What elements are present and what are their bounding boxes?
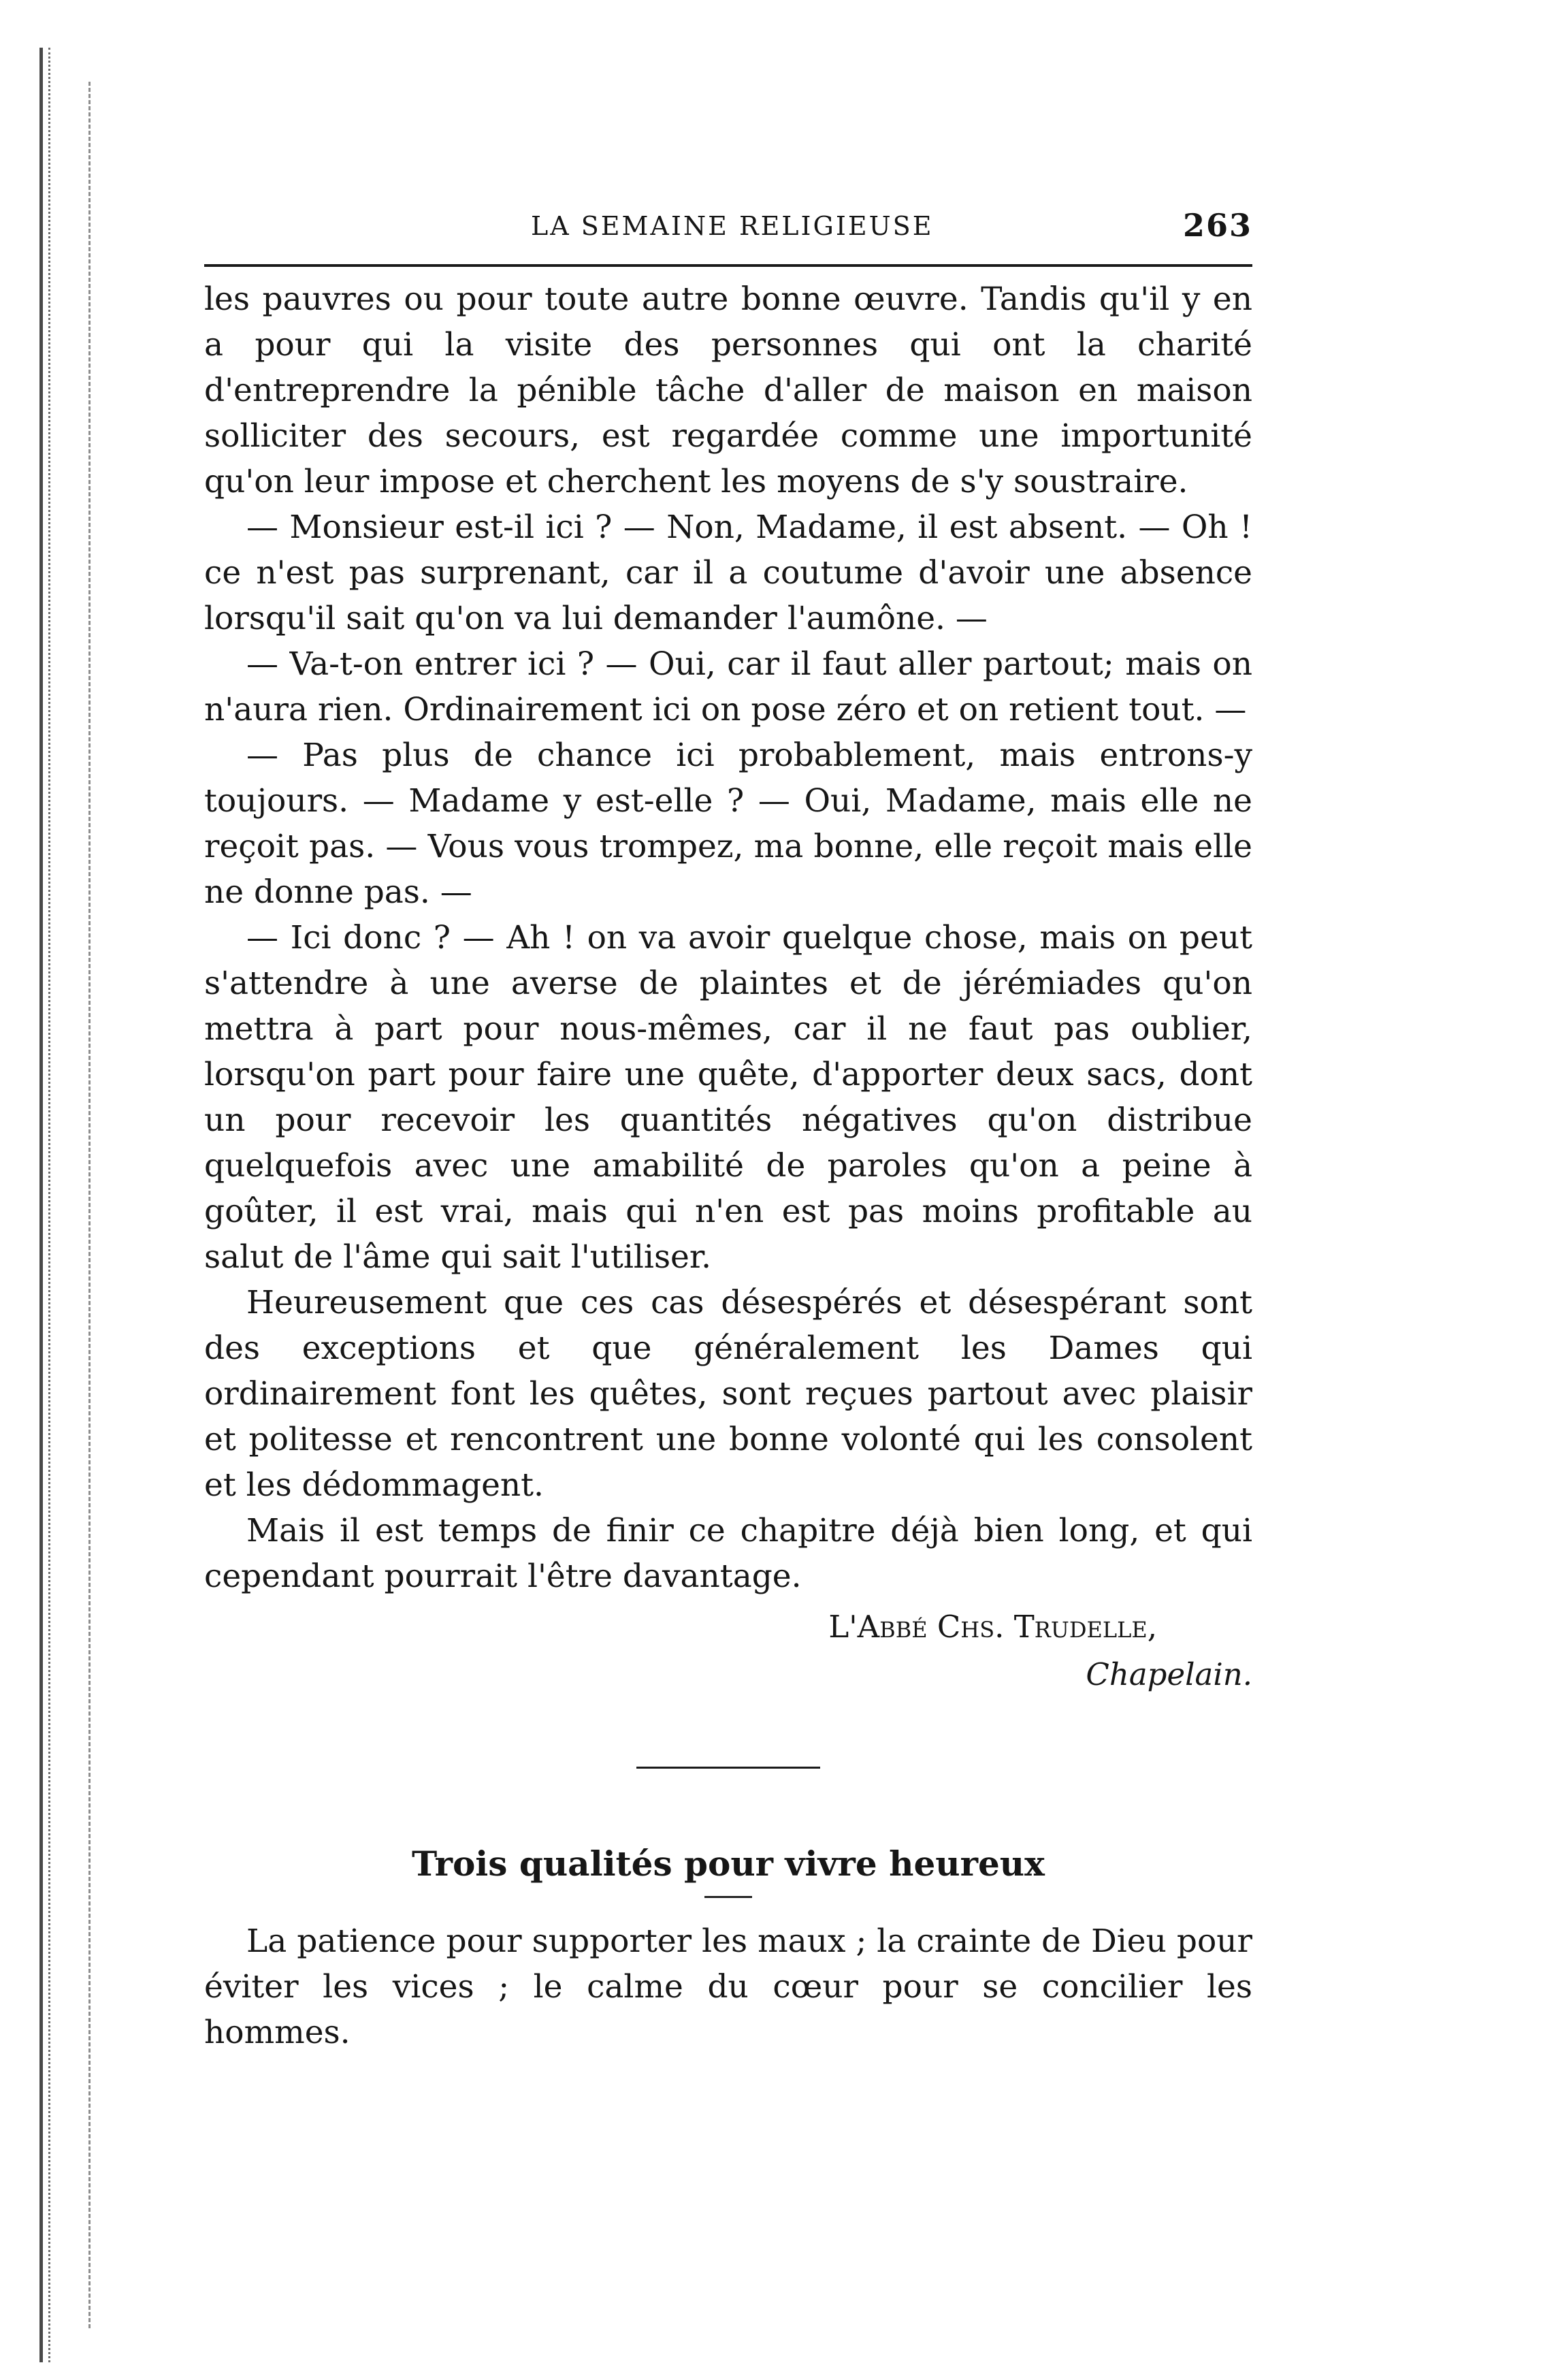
binding-shadow [88, 82, 93, 2328]
section-separator [636, 1767, 820, 1769]
title-dash [704, 1896, 752, 1898]
article-body [204, 276, 1252, 1599]
signature-block [204, 1603, 1252, 1699]
paragraph: — Va-t-on entrer ici ? — Oui, car il faut aller partout; mais on n'aura rien. Ordinairement ici on pose zéro et on retient tout. — [204, 645, 1252, 728]
author-role: Chapelain. [1086, 1656, 1252, 1692]
section-title: Trois qualités pour vivre heureux [412, 1844, 1045, 1884]
maxim-text: La patience pour supporter les maux ; la crainte de Dieu pour éviter les vices ; le calme du cœur pour se concilier les hommes. [204, 1923, 1252, 2051]
running-title: LA SEMAINE RELIGIEUSE [531, 211, 934, 241]
running-header [204, 204, 1252, 252]
paragraph: Heureusement que ces cas désespérés et désespérant sont des exceptions et que généralement les Dames qui ordinairement font les quêtes, sont reçues partout avec plaisir et politesse et rencontrent une bonne volonté qui les consolent et les dédommagent. [204, 1284, 1252, 1504]
paragraph: — Ici donc ? — Ah ! on va avoir quelque chose, mais on peut s'attendre à une averse de plaintes et de jérémiades qu'on mettra à part pour nous-mêmes, car il ne faut pas oublier, lorsqu'on part pour faire une quête, d'apporter deux sacs, dont un pour recevoir les quantités négatives qu'on distribue quelquefois avec une amabilité de paroles qu'on a peine à goûter, il est vrai, mais qui n'en est pas moins profitable au salut de l'âme qui sait l'utiliser. [204, 919, 1252, 1276]
paragraph: — Pas plus de chance ici probablement, mais entrons-y toujours. — Madame y est-elle ? — Oui, Madame, mais elle ne reçoit pas. — Vous vous trompez, ma bonne, elle reçoit mais elle ne donne pas. — [204, 737, 1252, 911]
paragraph: — Monsieur est-il ici ? — Non, Madame, il est absent. — Oh ! ce n'est pas surprenant, car il a coutume d'avoir une absence lorsqu'il sait qu'on va lui demander l'aumône. — [204, 509, 1252, 637]
binding-edge [39, 48, 50, 2362]
maxim-body [204, 1918, 1252, 2055]
paragraph: les pauvres ou pour toute autre bonne œuvre. Tandis qu'il y en a pour qui la visite des personnes qui ont la charité d'entreprendre la pénible tâche d'aller de maison en maison solliciter des secours, est regardée comme une importunité qu'on leur impose et cherchent les moyens de s'y soustraire. [204, 280, 1252, 500]
paragraph: Mais il est temps de finir ce chapitre déjà bien long, et qui cependant pourrait l'être davantage. [204, 1512, 1252, 1595]
page-number: 263 [1182, 207, 1252, 244]
author-name: L'Abbé Chs. Trudelle, [828, 1609, 1157, 1645]
page [204, 204, 1252, 2055]
header-rule [204, 264, 1252, 267]
